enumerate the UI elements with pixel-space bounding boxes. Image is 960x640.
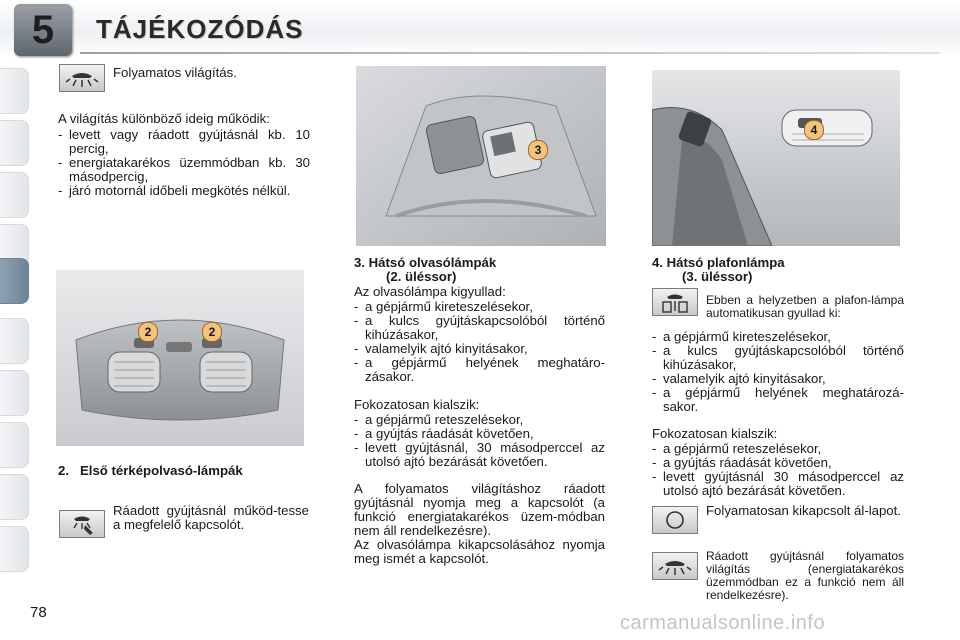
section-2-title: 2. Első térképolvasó-lámpák	[58, 463, 243, 478]
lamp-continuous-icon	[59, 64, 105, 92]
side-tab-3[interactable]	[0, 172, 29, 218]
ceiling-lamp-off-intro: Fokozatosan kialszik:	[652, 426, 778, 441]
door-position-text: Ebben a helyzetben a plafon-lámpa automatikusan gyullad ki:	[706, 293, 904, 320]
list-item: - valamelyik ajtó kinyitásakor,	[652, 371, 826, 386]
switch-press-icon	[59, 510, 105, 538]
list-item: - energiatakarékos üzemmódban kb. 30 másodpercig,	[58, 155, 310, 184]
side-tab-10[interactable]	[0, 526, 29, 572]
list-item: - a gépjármű reteszelésekor,	[354, 412, 524, 427]
side-tab-5-active[interactable]	[0, 258, 29, 304]
reading-lamp-on-intro: Az olvasólámpa kigyullad:	[354, 284, 506, 299]
list-item: - a gépjármű kireteszelésekor,	[354, 299, 533, 314]
side-tab-9[interactable]	[0, 474, 29, 520]
switch-off-paragraph: Az olvasólámpa kikapcsolásához nyomja meg ismét a kapcsolót.	[354, 537, 605, 566]
lamp-off-icon	[652, 506, 698, 534]
lamp-on-icon	[652, 552, 698, 580]
callout-2-right: 2	[202, 322, 222, 342]
rear-reading-lamp-photo	[356, 66, 606, 246]
list-item: - a kulcs gyújtáskapcsolóból történő kihúzásakor,	[354, 313, 605, 342]
continuous-lighting-text: Folyamatos világítás.	[113, 65, 237, 80]
front-map-lamps-photo	[56, 270, 304, 446]
list-item: - a kulcs gyújtáskapcsolóból történő kihúzásakor,	[652, 343, 904, 372]
section-4-subtitle: (3. üléssor)	[682, 269, 753, 284]
side-tab-2[interactable]	[0, 120, 29, 166]
callout-3: 3	[528, 140, 548, 160]
continuous-lighting-paragraph: A folyamatos világításhoz ráadott gyújtásnál nyomja meg a kapcsolót (a funkció energiatakarékos üzem-módban nem áll rendelkezésre).	[354, 481, 605, 538]
chapter-number: 5	[31, 8, 55, 52]
watermark: carmanualsonline.info	[620, 612, 826, 634]
section-3-title: 3. Hátsó olvasólámpák	[354, 255, 497, 270]
side-tab-6[interactable]	[0, 318, 29, 364]
list-item: - a gépjármű helyének meghatározá-sakor.	[652, 385, 904, 414]
door-position-icon	[652, 288, 698, 316]
lighting-duration-intro: A világítás különböző ideig működik:	[58, 111, 270, 126]
section-3-subtitle: (2. üléssor)	[386, 269, 457, 284]
list-item: - járó motornál időbeli megkötés nélkül.	[58, 183, 291, 198]
list-item: - a gépjármű helyének meghatáro-zásakor.	[354, 355, 605, 384]
header-divider	[80, 52, 940, 54]
list-item: - a gyújtás ráadását követően,	[354, 426, 534, 441]
list-item: - levett gyújtásnál, 30 másodperccel az utolsó ajtó bezárását követően.	[354, 440, 605, 469]
list-item: - a gépjármű reteszelésekor,	[652, 441, 822, 456]
page-header	[0, 0, 960, 58]
page-number: 78	[30, 604, 47, 621]
continuous-on-text: Ráadott gyújtásnál folyamatos világítás (energiatakarékos üzemmódban ez a funkció nem áll rendelkezésre).	[706, 549, 904, 602]
list-item: - a gyújtás ráadását követően,	[652, 455, 832, 470]
list-item: - levett vagy ráadott gyújtásnál kb. 10 percig,	[58, 127, 310, 156]
rear-ceiling-lamp-photo	[652, 70, 900, 246]
permanently-off-text: Folyamatosan kikapcsolt ál-lapot.	[706, 503, 901, 518]
side-tab-7[interactable]	[0, 370, 29, 416]
callout-2-left: 2	[138, 322, 158, 342]
side-tab-8[interactable]	[0, 422, 29, 468]
callout-4: 4	[804, 120, 824, 140]
chapter-title: TÁJÉKOZÓDÁS	[96, 14, 304, 44]
section-4-title: 4. Hátsó plafonlámpa	[652, 255, 785, 270]
reading-lamp-off-intro: Fokozatosan kialszik:	[354, 397, 480, 412]
side-tab-1[interactable]	[0, 68, 29, 114]
list-item: - levett gyújtásnál 30 másodperccel az utolsó ajtó bezárását követően.	[652, 469, 904, 498]
switch-instruction-text: Ráadott gyújtásnál működ-tesse a megfelelő kapcsolót.	[113, 503, 309, 532]
list-item: - a gépjármű kireteszelésekor,	[652, 329, 831, 344]
list-item: - valamelyik ajtó kinyitásakor,	[354, 341, 528, 356]
